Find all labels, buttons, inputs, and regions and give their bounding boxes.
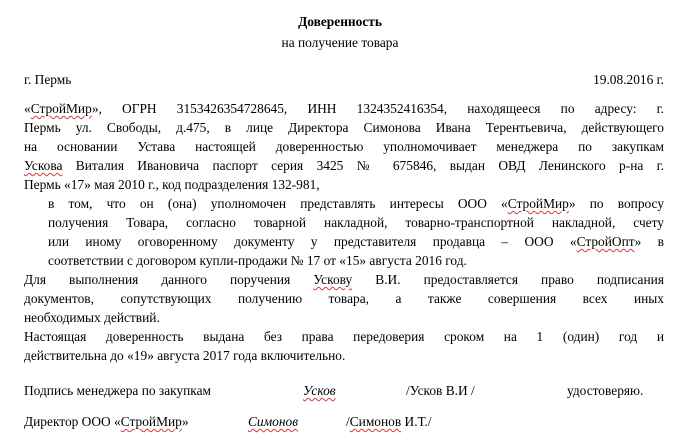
text-fragment: И.Т./ (401, 414, 432, 429)
director-signature-label (24, 413, 189, 431)
text-fragment: / (346, 414, 350, 429)
text-fragment: » (181, 414, 189, 429)
issue-date: 19.08.2016 г. (593, 72, 664, 87)
paragraph-3-line-1 (24, 271, 664, 289)
place-date-line (24, 71, 664, 89)
paragraph-1-line-5: Пермь «17» мая 2010 г., код подразделения 132-981, (24, 177, 320, 192)
director-surname: Симонов (349, 414, 402, 429)
paragraph-4-line-1: Настоящая доверенность выдана без права передоверия сроком на 1 (один) год и (24, 329, 664, 344)
paragraph-2-line-3 (48, 233, 664, 251)
text-fragment: Для выполнения данного поручения (24, 272, 314, 287)
director-signature: Симонов (248, 414, 299, 429)
document-title: Доверенность (298, 14, 382, 29)
paragraph-2-line-1 (48, 195, 664, 213)
paragraph-1-line-1 (24, 100, 664, 118)
company-name-stroyopt: СтройОпт (576, 234, 635, 249)
manager-signature: Усков (303, 383, 336, 398)
paragraph-4-line-2: действительна до «19» августа 2017 года включительно. (24, 348, 346, 363)
paragraph-1-line-4 (24, 157, 664, 175)
city: г. Пермь (24, 72, 72, 87)
text-fragment: В.И. предоставляется право подписания (352, 272, 664, 287)
text-fragment: или иному оговоренному документу у представителя продавца – ООО « (48, 234, 577, 249)
company-name-stroymir: СтройМир (120, 414, 182, 429)
text-fragment: » по вопросу (568, 196, 665, 211)
manager-surname: Ускову (313, 272, 353, 287)
document-subtitle: на получение товара (281, 35, 399, 50)
manager-signature-label: Подпись менеджера по закупкам (24, 383, 212, 398)
paragraph-2-line-2: получения Товара, согласно товарной накладной, товарно-транспортной накладной, счету (48, 215, 664, 230)
text-fragment: в том, что он (она) уполномочен представлять интересы ООО « (48, 196, 508, 211)
paragraph-3-line-2: документов, сопутствующих получению товара, а также совершения всех иных (24, 291, 664, 306)
text-fragment: Директор ООО « (24, 414, 121, 429)
text-fragment: », ОГРН 3153426354728645, ИНН 1324352416354, находящееся по адресу: г. (91, 101, 664, 116)
paragraph-1-line-2: Пермь ул. Свободы, д.475, в лице Директора Симонова Ивана Терентьевича, действующего (24, 120, 664, 135)
text-fragment: » в (634, 234, 664, 249)
certify-text: удостоверяю. (567, 383, 644, 398)
manager-surname: Ускова (24, 158, 63, 173)
director-full-name (346, 413, 431, 431)
company-name-stroymir: СтройМир (30, 101, 92, 116)
text-fragment: Виталия Ивановича паспорт серия 3425 № 675846, выдан ОВД Ленинского р-на г. (62, 158, 664, 173)
paragraph-2-line-4: соответствии с договором купли-продажи № 17 от «15» августа 2016 год. (48, 253, 467, 268)
company-name-stroymir: СтройМир (507, 196, 569, 211)
paragraph-3-line-3: необходимых действий. (24, 310, 160, 325)
text-fragment: « (24, 101, 31, 116)
manager-full-name: /Усков В.И / (406, 383, 475, 398)
paragraph-1-line-3: на основании Устава настоящей доверенностью уполномочивает менеджера по закупкам (24, 139, 664, 154)
